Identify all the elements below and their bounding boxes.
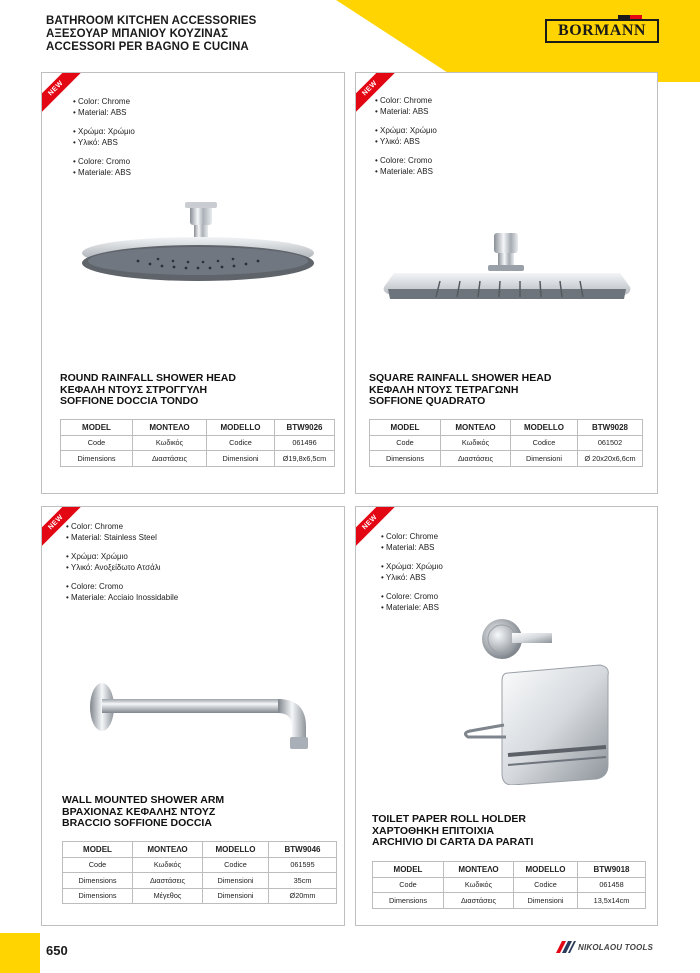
page-number-tab — [0, 933, 40, 973]
product-title — [60, 373, 236, 408]
col-montelo: ΜΟΝΤΕΛΟ — [444, 862, 514, 878]
col-montelo: ΜΟΝΤΕΛΟ — [133, 842, 203, 858]
row-label-el: Κωδικός — [444, 877, 514, 893]
spec-line: • Colore: Cromo — [381, 592, 439, 601]
row-label-it: Dimensioni — [511, 451, 578, 467]
title-en: ROUND RAINFALL SHOWER HEAD — [60, 372, 236, 384]
spec-line: • Material: ABS — [375, 106, 429, 116]
row-value: 061496 — [275, 435, 335, 451]
row-label: Dimensions — [370, 451, 441, 467]
spec-line: • Color: Chrome — [73, 97, 131, 106]
row-label: Dimensions — [63, 873, 133, 889]
spec-line: • Material: ABS — [73, 107, 127, 117]
row-label-el: Κωδικός — [133, 857, 203, 873]
title-it: ARCHIVIO DI CARTA DA PARATI — [372, 836, 534, 848]
spec-line: • Χρώμα: Χρώμιο — [66, 552, 128, 561]
row-label-el: Κωδικός — [441, 435, 511, 451]
col-modello: MODELLO — [207, 420, 275, 436]
row-value: 061458 — [578, 877, 646, 893]
distributor-name: NIKOLAOU TOOLS — [578, 942, 654, 952]
spec-list — [73, 97, 135, 187]
spec-line: • Υλικό: Ανοξείδωτο Ατσάλι — [66, 562, 161, 572]
title-el: ΒΡΑΧΙΟΝΑΣ ΚΕΦΑΛΗΣ ΝΤΟΥΖ — [62, 805, 216, 818]
new-badge: NEW — [355, 72, 396, 114]
new-badge: NEW — [41, 72, 82, 114]
col-model: MODEL — [373, 862, 444, 878]
col-modello: MODELLO — [511, 420, 578, 436]
row-label: Dimensions — [61, 451, 133, 467]
spec-line: • Colore: Cromo — [73, 157, 131, 166]
row-label: Code — [370, 435, 441, 451]
col-montelo: ΜΟΝΤΕΛΟ — [441, 420, 511, 436]
round-shower-head-image — [78, 197, 318, 293]
row-label-el: Διαστάσεις — [444, 893, 514, 909]
model-number: BTW9046 — [269, 842, 337, 858]
spec-line: • Υλικό: ABS — [375, 136, 420, 146]
row-label-it: Codice — [511, 435, 578, 451]
brand-logo — [545, 19, 659, 43]
new-badge: NEW — [355, 506, 396, 548]
nikolaou-mark-icon — [556, 941, 576, 953]
title-it: SOFFIONE DOCCIA TONDO — [60, 395, 199, 407]
row-label: Code — [61, 435, 133, 451]
spec-line: • Materiale: ABS — [381, 602, 439, 612]
spec-list — [375, 96, 437, 186]
spec-table — [60, 419, 335, 467]
row-label-it: Dimensioni — [207, 451, 275, 467]
spec-line: • Χρώμα: Χρώμιο — [381, 562, 443, 571]
row-label-it: Dimensioni — [203, 873, 269, 889]
row-value: 061595 — [269, 857, 337, 873]
new-badge: NEW — [41, 506, 82, 548]
product-title — [372, 814, 533, 849]
product-card-square-shower — [355, 72, 658, 494]
spec-line: • Materiale: Acciaio Inossidabile — [66, 592, 179, 602]
col-modello: MODELLO — [514, 862, 578, 878]
title-el: ΚΕΦΑΛΗ ΝΤΟΥΣ ΤΕΤΡΑΓΩΝΗ — [369, 383, 519, 396]
spec-table — [372, 861, 646, 909]
spec-table — [369, 419, 643, 467]
title-it: SOFFIONE QUADRATO — [369, 395, 486, 407]
model-number: BTW9018 — [578, 862, 646, 878]
row-label-el: Κωδικός — [133, 435, 207, 451]
spec-line: • Υλικό: ABS — [381, 572, 426, 582]
col-model: MODEL — [63, 842, 133, 858]
title-en: TOILET PAPER ROLL HOLDER — [372, 813, 527, 825]
row-value: 35cm — [269, 873, 337, 889]
spec-line: • Colore: Cromo — [66, 582, 124, 591]
title-line-en: BATHROOM KITCHEN ACCESSORIES — [46, 15, 257, 27]
col-montelo: ΜΟΝΤΕΛΟ — [133, 420, 207, 436]
title-line-it: ACCESSORI PER BAGNO E CUCINA — [46, 41, 249, 53]
title-el: ΚΕΦΑΛΗ ΝΤΟΥΣ ΣΤΡΟΓΓΥΛΗ — [60, 383, 208, 396]
distributor-logo — [556, 940, 653, 954]
spec-table — [62, 841, 337, 904]
product-card-round-shower — [41, 72, 345, 494]
product-card-paper-holder — [355, 506, 658, 926]
model-number: BTW9028 — [578, 420, 643, 436]
row-label-it: Dimensioni — [514, 893, 578, 909]
spec-line: • Color: Chrome — [381, 532, 439, 541]
model-number: BTW9026 — [275, 420, 335, 436]
spec-line: • Material: ABS — [381, 542, 435, 552]
title-line-el: ΑΞΕΣΟΥΑΡ ΜΠΑΝΙΟΥ ΚΟΥΖΙΝΑΣ — [46, 28, 229, 40]
spec-line: • Materiale: ABS — [375, 166, 433, 176]
row-value: 13,5x14cm — [578, 893, 646, 909]
title-el: ΧΑΡΤΟΘΗΚΗ ΕΠΙΤΟΙΧΙΑ — [372, 824, 495, 837]
spec-line: • Colore: Cromo — [375, 156, 433, 165]
row-label-it: Codice — [207, 435, 275, 451]
square-shower-head-image — [380, 229, 634, 309]
spec-line: • Material: Stainless Steel — [66, 532, 157, 542]
brand-name: BORMANN — [558, 22, 646, 39]
spec-line: • Color: Chrome — [66, 522, 124, 531]
row-label-el: Διαστάσεις — [133, 873, 203, 889]
row-label-el: Διαστάσεις — [133, 451, 207, 467]
row-value: 061502 — [578, 435, 643, 451]
page-number: 650 — [46, 943, 68, 958]
col-model: MODEL — [61, 420, 133, 436]
page-title — [46, 15, 256, 54]
row-label: Code — [63, 857, 133, 873]
row-label: Dimensions — [373, 893, 444, 909]
spec-line: • Υλικό: ABS — [73, 137, 118, 147]
title-en: SQUARE RAINFALL SHOWER HEAD — [369, 372, 552, 384]
spec-list — [66, 522, 178, 612]
row-label: Code — [373, 877, 444, 893]
row-label-it: Codice — [203, 857, 269, 873]
row-value: Ø 20x20x6,6cm — [578, 451, 643, 467]
paper-holder-image — [460, 615, 620, 785]
row-value: Ø19,8x6,5cm — [275, 451, 335, 467]
row-label-it: Dimensioni — [203, 888, 269, 904]
spec-line: • Χρώμα: Χρώμιο — [73, 127, 135, 136]
row-label-el: Διαστάσεις — [441, 451, 511, 467]
product-title — [62, 795, 224, 830]
title-en: WALL MOUNTED SHOWER ARM — [62, 794, 225, 806]
col-model: MODEL — [370, 420, 441, 436]
product-card-shower-arm — [41, 506, 345, 926]
spec-list — [381, 532, 443, 622]
row-value: Ø20mm — [269, 888, 337, 904]
shower-arm-image — [82, 677, 312, 767]
title-it: BRACCIO SOFFIONE DOCCIA — [62, 817, 212, 829]
product-title — [369, 373, 551, 408]
spec-line: • Materiale: ABS — [73, 167, 131, 177]
spec-line: • Color: Chrome — [375, 96, 433, 105]
row-label-el: Μέγεθος — [133, 888, 203, 904]
row-label-it: Codice — [514, 877, 578, 893]
col-modello: MODELLO — [203, 842, 269, 858]
spec-line: • Χρώμα: Χρώμιο — [375, 126, 437, 135]
row-label: Dimensions — [63, 888, 133, 904]
